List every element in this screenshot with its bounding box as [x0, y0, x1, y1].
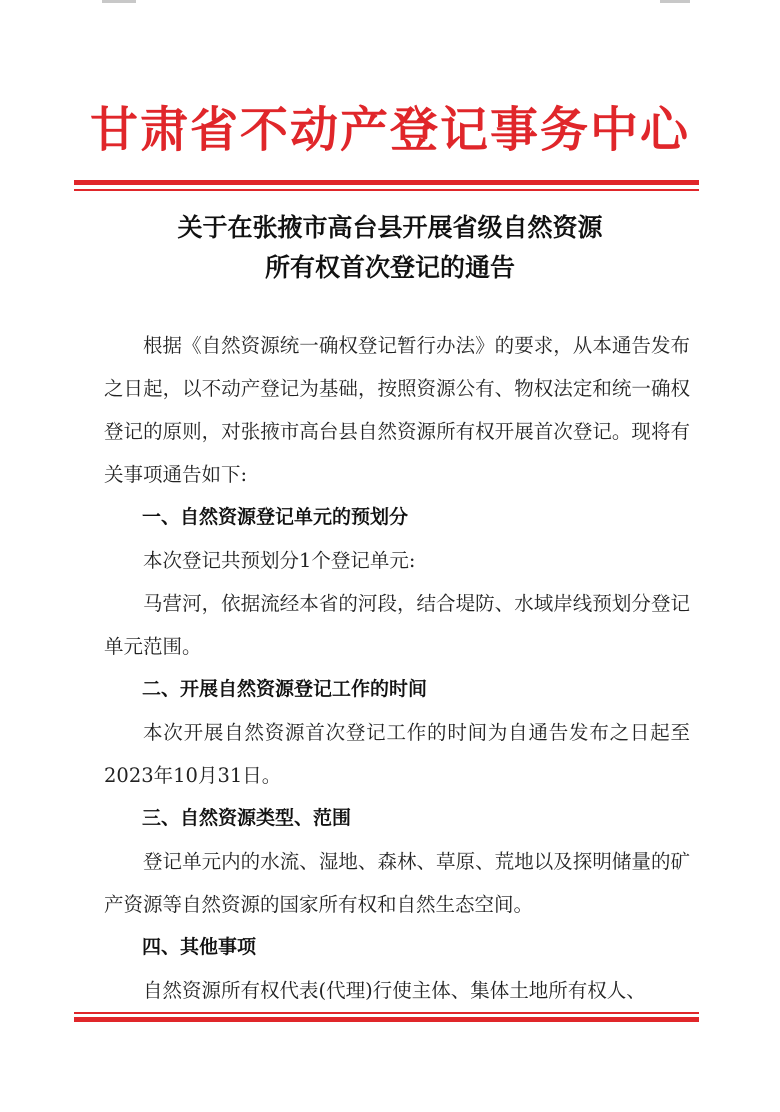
section-paragraph: 自然资源所有权代表(代理)行使主体、集体土地所有权人、 [143, 979, 646, 1002]
document-title-line1: 关于在张掖市高台县开展省级自然资源 [177, 213, 603, 242]
scan-edge-mark [660, 0, 690, 3]
agency-letterhead: 甘肃省不动产登记事务中心 [89, 102, 690, 158]
section-paragraph: 马营河，依据流经本省的河段，结合堤防、水域岸线预划分登记单元范围。 [104, 592, 690, 658]
section-heading: 二、开展自然资源登记工作的时间 [142, 678, 428, 700]
section-heading: 三、自然资源类型、范围 [142, 807, 352, 829]
section-heading: 四、其他事项 [142, 936, 257, 958]
section-paragraph: 登记单元内的水流、湿地、森林、草原、荒地以及探明储量的矿产资源等自然资源的国家所有权和自然生态空间。 [104, 850, 690, 916]
footer-rule-thick [74, 1017, 699, 1022]
section-paragraph: 本次开展自然资源首次登记工作的时间为自通告发布之日起至2023年10月31日。 [104, 721, 690, 787]
document-title-line2: 所有权首次登记的通告 [264, 253, 515, 282]
header-rule-thick [74, 180, 699, 185]
footer-rule-thin [74, 1012, 699, 1014]
header-rule-thin [74, 189, 699, 191]
intro-paragraph: 根据《自然资源统一确权登记暂行办法》的要求，从本通告发布之日起，以不动产登记为基础，按照资源公有、物权法定和统一确权登记的原则，对张掖市高台县自然资源所有权开展首次登记。现将有关事项通告如下: [104, 334, 690, 486]
section-heading: 一、自然资源登记单元的预划分 [142, 506, 409, 528]
scan-edge-mark [102, 0, 136, 3]
document-body [104, 324, 690, 1012]
section-paragraph: 本次登记共预划分1个登记单元: [143, 549, 416, 572]
